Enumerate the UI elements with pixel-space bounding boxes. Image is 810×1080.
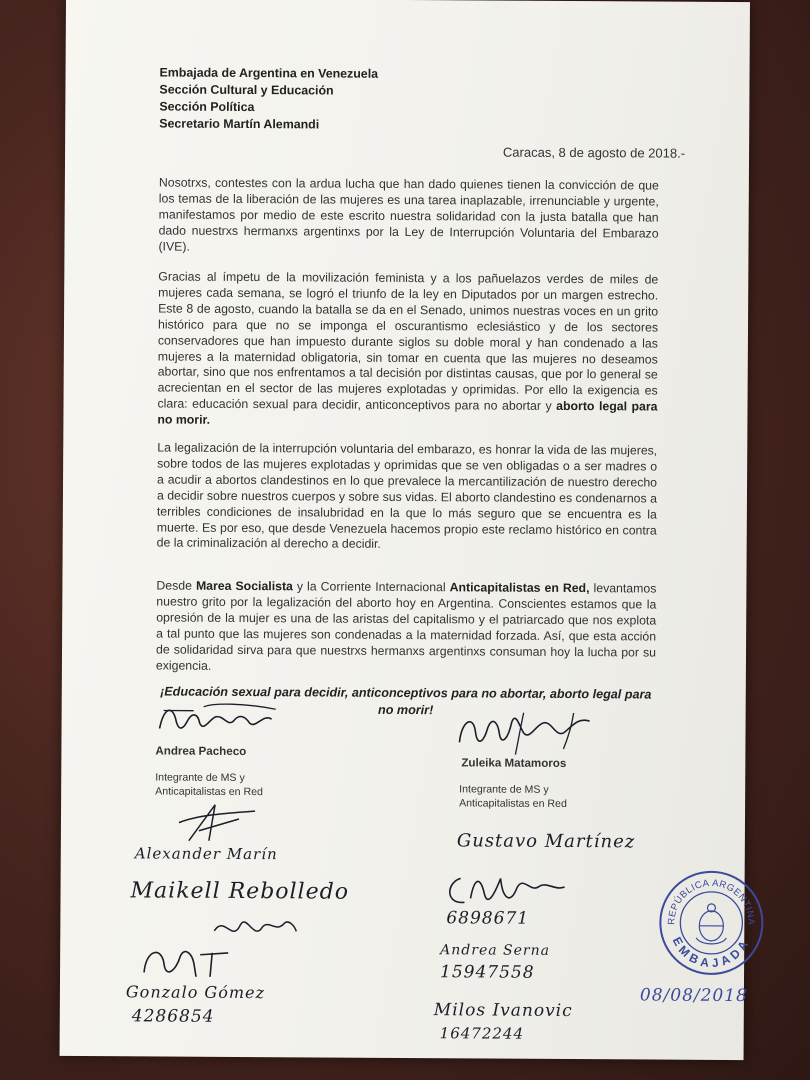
signer-right-role-line1: Integrante de MS y (459, 783, 549, 796)
signature-andrea-pacheco (153, 698, 283, 747)
coat-of-arms-icon (696, 904, 726, 944)
stamp-text-top: REPÚBLICA ARGENTINA (666, 877, 757, 926)
signature-alexander-marin (169, 801, 259, 848)
stamp-text-bottom: EMBAJADA (669, 934, 753, 971)
paragraph-1: Nosotrxs, contestes con la ardua lucha que han dado quienes tienen la convicción de que los temas de la liberación de las mujeres es una tarea inaplazable, irrenunciable y urgente, manifestamos por medio de este escrito nuestra solidaridad con la justa batalla que han dado nuestrxs hermanxs argentinxs por la Ley de Interrupción Voluntaria del Embarazo (IVE). (158, 175, 659, 254)
paragraph-4-anticapitalistas: Anticapitalistas en Red, (449, 580, 590, 596)
signer-left-role-line2: Anticapitalistas en Red (155, 785, 263, 799)
paragraph-4-marea: Marea Socialista (195, 578, 293, 594)
svg-text:REPÚBLICA ARGENTINA (666, 877, 756, 925)
paragraph-4 (156, 578, 657, 676)
signer-right-role-line2: Anticapitalistas en Red (459, 797, 567, 810)
paragraph-4-mid: y la Corriente Internacional (292, 579, 450, 595)
handwritten-gustavo-martinez: Gustavo Martínez (456, 830, 636, 853)
header-cultural-section: Sección Cultural y Educación (159, 82, 334, 98)
paragraph-4-end: levantamos nuestro grito por la legalización del aborto hoy en Argentina. Conscientes estamos que la opresión de la mujer es una de las aristas del capitalismo y el patriarcado que nos explota a tal punto que las mujeres son condenadas a la maternidad forzada. Así, que esta acción de solidaridad sirva para que nuestrxs hermanxs argentinxs consuman hoy la lucha por su exigencia. (155, 581, 657, 673)
paragraph-4-start: Desde (156, 578, 197, 593)
letter-header (159, 64, 378, 133)
handwritten-gustavo-id: 6898671 (446, 908, 530, 929)
header-political-section: Sección Política (159, 99, 255, 115)
signature-maikell-scribble (210, 911, 300, 948)
embassy-stamp (656, 868, 767, 979)
signer-left-role (155, 770, 263, 799)
paragraph-2-bold: aborto legal para no morir. (157, 399, 658, 427)
closing-slogan: ¡Educación sexual para decidir, anticonceptivos para no abortar, aborto legal para no morir! (160, 684, 652, 718)
handwritten-gonzalo-gomez: Gonzalo Gómez (125, 982, 266, 1003)
paragraph-2 (157, 269, 658, 431)
signer-left-name: Andrea Pacheco (155, 744, 247, 759)
header-embassy: Embajada de Argentina en Venezuela (159, 65, 379, 81)
handwritten-gonzalo-id: 4286854 (131, 1006, 215, 1027)
paragraph-3: La legalización de la interrupción voluntaria del embarazo, es honrar la vida de las mujeres, sobre todos de las mujeres explotadas y oprimidas que se ven obligadas o a ser madres o a acudir a abortos clandestinos en lo que prevalece la mercantilización de nuestro derecho a decidir sobre nuestros cuerpos y sobre sus vidas. El aborto clandestino es condenarnos a terribles condiciones de insalubridad en la que lo más seguro que se encuentra es la muerte. Es por eso, que desde Venezuela hacemos propio este reclamo histórico en contra de la criminalización al derecho a decidir. (156, 440, 658, 552)
signer-left-role-line1: Integrante de MS y (155, 771, 245, 785)
handwritten-andrea-id: 15947558 (440, 962, 535, 983)
header-secretary: Secretario Martín Alemandi (159, 116, 320, 132)
signer-right-role (459, 782, 567, 811)
letter-page (60, 0, 757, 1060)
handwritten-milos-id: 16472244 (439, 1024, 525, 1043)
signer-right-name: Zuleika Matamoros (461, 756, 567, 770)
handwritten-andrea-serna: Andrea Serna (440, 942, 551, 959)
signature-zuleika-matamoros (453, 702, 603, 759)
paragraph-2-text: Gracias al ímpetu de la movilización feminista y a los pañuelazos verdes de miles de mujeres cada semana, se logró el triunfo de la ley en Diputados por un margen estrecho. Este 8 de agosto, cuando la batalla se da en el Senado, unimos nuestras voces en un grito histórico para que no se imponga el oscurantismo eclesiástico y de los sectores conservadores que han impuesto durante siglos su doble moral y han condenado a las mujeres a la maternidad obligatoria, sin tomar en cuenta que las mujeres no deseamos abortar, sino que nos enfrentamos a tal decisión por distintas causas, que por lo general se acrecientan en el sector de las mujeres explotadas y oprimidas. Por ello la exigencia es clara: educación sexual para decidir, anticonceptivos para no abortar y (157, 269, 659, 414)
handwritten-maikell-rebolledo: Maikell Rebolledo (130, 878, 350, 905)
stamp-handwritten-date: 08/08/2018 (639, 985, 748, 1007)
letter-date: Caracas, 8 de agosto de 2018.- (502, 144, 686, 161)
handwritten-alexander-marin: Alexander Marín (134, 844, 278, 864)
signature-gonzalo-scribble (136, 942, 256, 983)
handwritten-milos-ivanovic: Milos Ivanovic (433, 1000, 573, 1022)
